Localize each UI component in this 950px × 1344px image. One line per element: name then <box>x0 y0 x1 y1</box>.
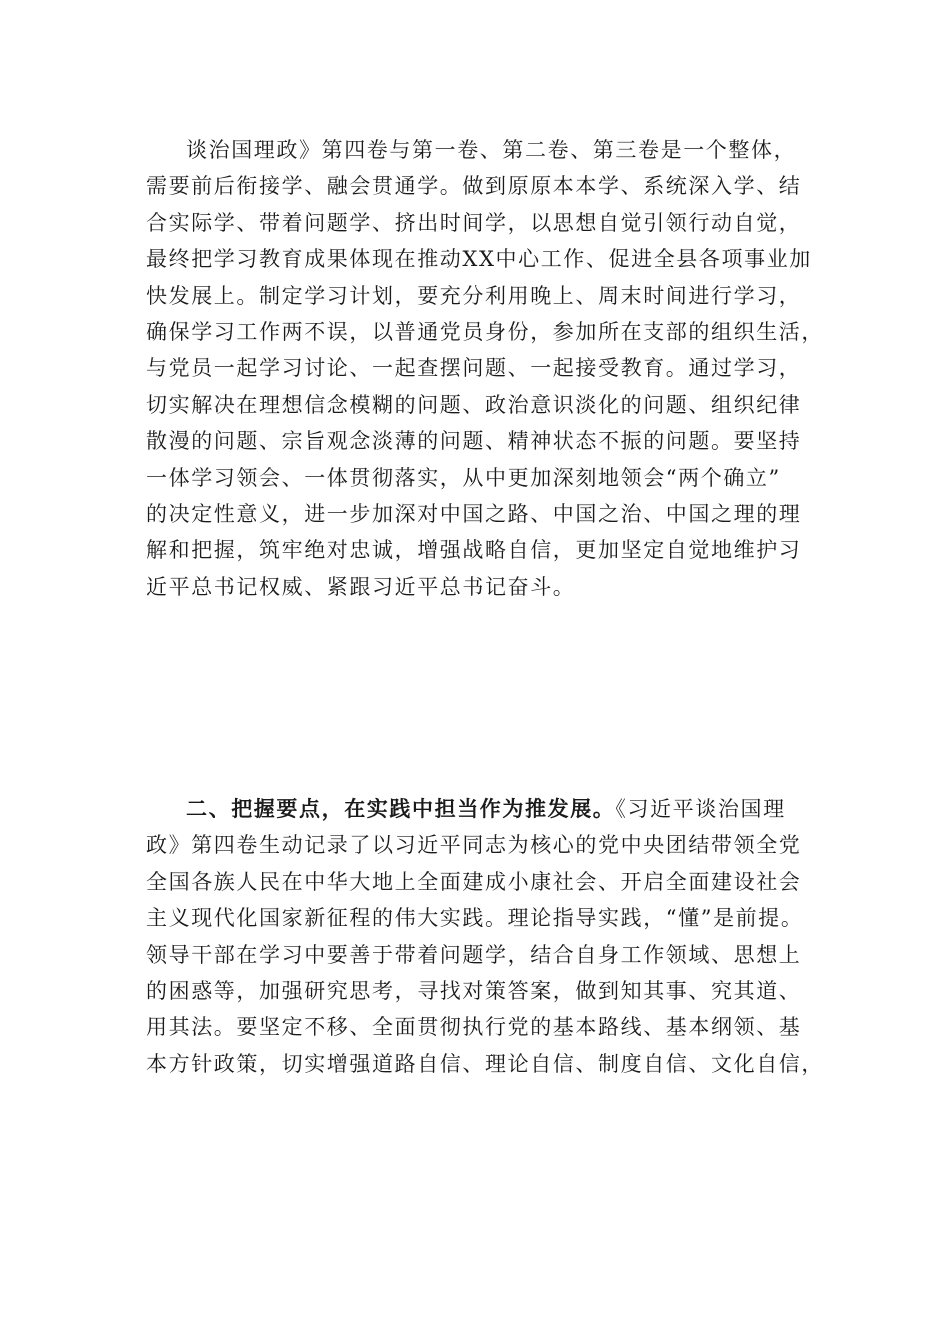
text-line: 主义现代化国家新征程的伟大实践。理论指导实践，“懂”是前提。 <box>146 906 804 931</box>
text-line: 本方针政策，切实增强道路自信、理论自信、制度自信、文化自信， <box>146 1051 824 1076</box>
text-line: 的决定性意义，进一步加深对中国之路、中国之治、中国之理的理 <box>146 501 802 526</box>
text-line: 的困惑等，加强研究思考，寻找对策答案，做到知其事、究其道、 <box>146 978 802 1003</box>
paragraph-1 <box>146 132 826 605</box>
text-line: 谈治国理政》第四卷与第一卷、第二卷、第三卷是一个整体， <box>186 138 797 162</box>
text-line: 政》第四卷生动记录了以习近平同志为核心的党中央团结带领全党 <box>146 833 802 858</box>
text-line: 切实解决在理想信念模糊的问题、政治意识淡化的问题、组织纪律 <box>146 392 802 417</box>
section-heading: 二、把握要点，在实践中担当作为推发展。 <box>186 796 616 821</box>
text-line: 需要前后衔接学、融会贯通学。做到原原本本学、系统深入学、结 <box>146 174 802 199</box>
text-line: 快发展上。制定学习计划，要充分利用晚上、周末时间进行学习， <box>146 283 802 308</box>
heading-continuation: 《习近平谈治国理 <box>615 797 786 821</box>
text-line: 近平总书记权威、紧跟习近平总书记奋斗。 <box>146 574 576 599</box>
text-line: 用其法。要坚定不移、全面贯彻执行党的基本路线、基本纲领、基 <box>146 1015 802 1040</box>
text-line: 与党员一起学习讨论、一起查摆问题、一起接受教育。通过学习， <box>146 356 802 381</box>
text-line: 全国各族人民在中华大地上全面建成小康社会、开启全面建设社会 <box>146 869 802 894</box>
paragraph-2 <box>146 791 826 1082</box>
text-line: 确保学习工作两不误，以普通党员身份，参加所在支部的组织生活， <box>146 319 824 344</box>
text-line: 解和把握，筑牢绝对忠诚，增强战略自信，更加坚定自觉地维护习 <box>146 538 802 563</box>
text-line: 合实际学、带着问题学、挤出时间学，以思想自觉引领行动自觉， <box>146 210 802 235</box>
text-line: 一体学习领会、一体贯彻落实，从中更加深刻地领会“两个确立” <box>146 465 781 490</box>
text-line: 最终把学习教育成果体现在推动XX中心工作、促进全县各项事业加 <box>146 247 812 272</box>
text-line: 散漫的问题、宗旨观念淡薄的问题、精神状态不振的问题。要坚持 <box>146 429 802 454</box>
text-line <box>146 791 826 827</box>
text-line: 领导干部在学习中要善于带着问题学，结合自身工作领域、思想上 <box>146 942 802 967</box>
